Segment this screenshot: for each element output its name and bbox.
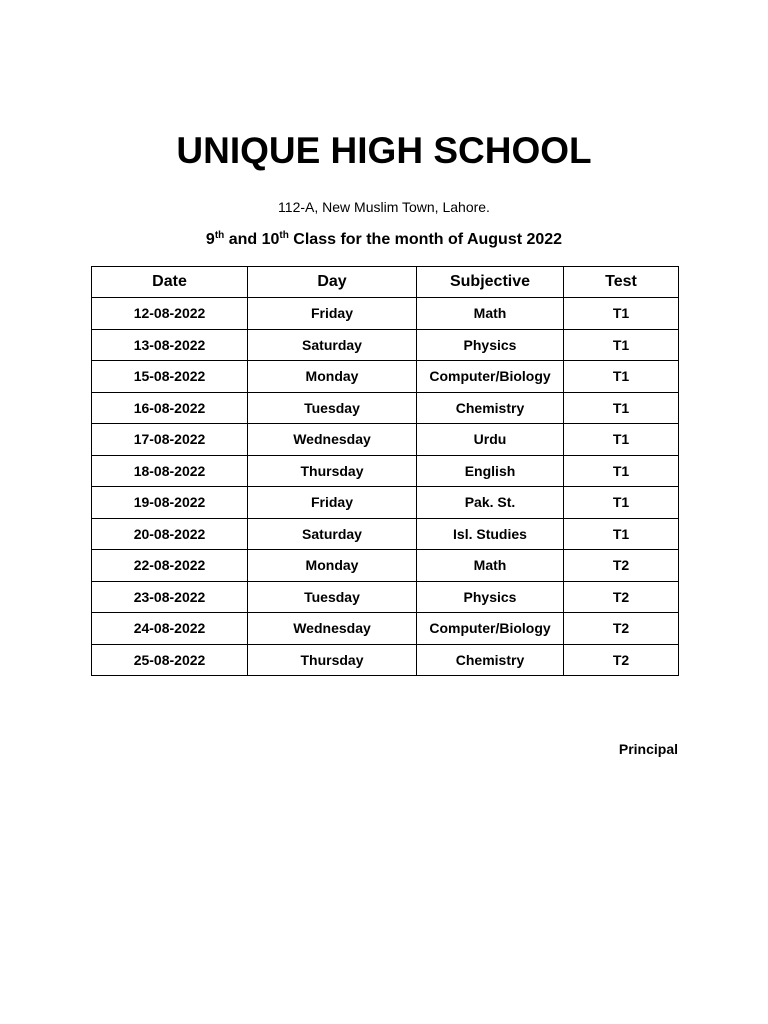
test-cell: T1: [564, 455, 679, 487]
day-cell: Saturday: [248, 518, 417, 550]
date-cell: 12-08-2022: [92, 298, 248, 330]
class-ten-suffix: th: [279, 230, 289, 241]
test-cell: T2: [564, 581, 679, 613]
principal-signature-label: Principal: [618, 741, 678, 757]
column-header-day: Day: [248, 267, 417, 298]
table-row: [92, 644, 679, 676]
school-address: 112-A, New Muslim Town, Lahore.: [278, 199, 490, 215]
test-cell: T1: [564, 298, 679, 330]
subject-cell: Computer/Biology: [417, 361, 564, 393]
subject-cell: Physics: [417, 329, 564, 361]
day-cell: Tuesday: [248, 392, 417, 424]
day-cell: Friday: [248, 298, 417, 330]
subject-cell: English: [417, 455, 564, 487]
class-nine-suffix: th: [214, 230, 225, 241]
test-cell: T2: [564, 644, 679, 676]
test-schedule-table: [91, 266, 679, 676]
class-nine: 9: [205, 231, 215, 248]
schedule-subtitle: [0, 231, 768, 249]
date-cell: 24-08-2022: [92, 613, 248, 645]
test-cell: T1: [564, 424, 679, 456]
table-row: [92, 455, 679, 487]
table-row: [92, 424, 679, 456]
test-cell: T2: [564, 550, 679, 582]
subject-cell: Computer/Biology: [417, 613, 564, 645]
subtitle-rest: Class for the month of August 2022: [288, 231, 563, 248]
subject-cell: Math: [417, 550, 564, 582]
day-cell: Wednesday: [248, 424, 417, 456]
table-row: [92, 329, 679, 361]
date-cell: 23-08-2022: [92, 581, 248, 613]
day-cell: Monday: [248, 361, 417, 393]
subject-cell: Physics: [417, 581, 564, 613]
subject-cell: Chemistry: [417, 392, 564, 424]
date-cell: 20-08-2022: [92, 518, 248, 550]
day-cell: Monday: [248, 550, 417, 582]
test-cell: T1: [564, 518, 679, 550]
date-cell: 15-08-2022: [92, 361, 248, 393]
class-ten: 10: [261, 231, 280, 248]
table-row: [92, 361, 679, 393]
day-cell: Saturday: [248, 329, 417, 361]
day-cell: Tuesday: [248, 581, 417, 613]
subject-cell: Chemistry: [417, 644, 564, 676]
table-row: [92, 581, 679, 613]
subject-cell: Math: [417, 298, 564, 330]
date-cell: 17-08-2022: [92, 424, 248, 456]
date-cell: 16-08-2022: [92, 392, 248, 424]
table-row: [92, 613, 679, 645]
column-header-date: Date: [92, 267, 248, 298]
column-header-subjective: Subjective: [417, 267, 564, 298]
subject-cell: Pak. St.: [417, 487, 564, 519]
day-cell: Thursday: [248, 455, 417, 487]
page-title: UNIQUE HIGH SCHOOL: [176, 130, 592, 171]
subject-cell: Isl. Studies: [417, 518, 564, 550]
table-row: [92, 298, 679, 330]
test-cell: T2: [564, 613, 679, 645]
column-header-test: Test: [564, 267, 679, 298]
test-cell: T1: [564, 329, 679, 361]
date-cell: 19-08-2022: [92, 487, 248, 519]
date-cell: 22-08-2022: [92, 550, 248, 582]
table-row: [92, 518, 679, 550]
table-row: [92, 550, 679, 582]
table-row: [92, 392, 679, 424]
date-cell: 18-08-2022: [92, 455, 248, 487]
test-cell: T1: [564, 361, 679, 393]
day-cell: Thursday: [248, 644, 417, 676]
day-cell: Friday: [248, 487, 417, 519]
date-cell: 13-08-2022: [92, 329, 248, 361]
table-header-row: [92, 267, 679, 298]
subtitle-joiner: and: [224, 231, 262, 248]
subject-cell: Urdu: [417, 424, 564, 456]
test-cell: T1: [564, 487, 679, 519]
day-cell: Wednesday: [248, 613, 417, 645]
test-cell: T1: [564, 392, 679, 424]
date-cell: 25-08-2022: [92, 644, 248, 676]
table-row: [92, 487, 679, 519]
